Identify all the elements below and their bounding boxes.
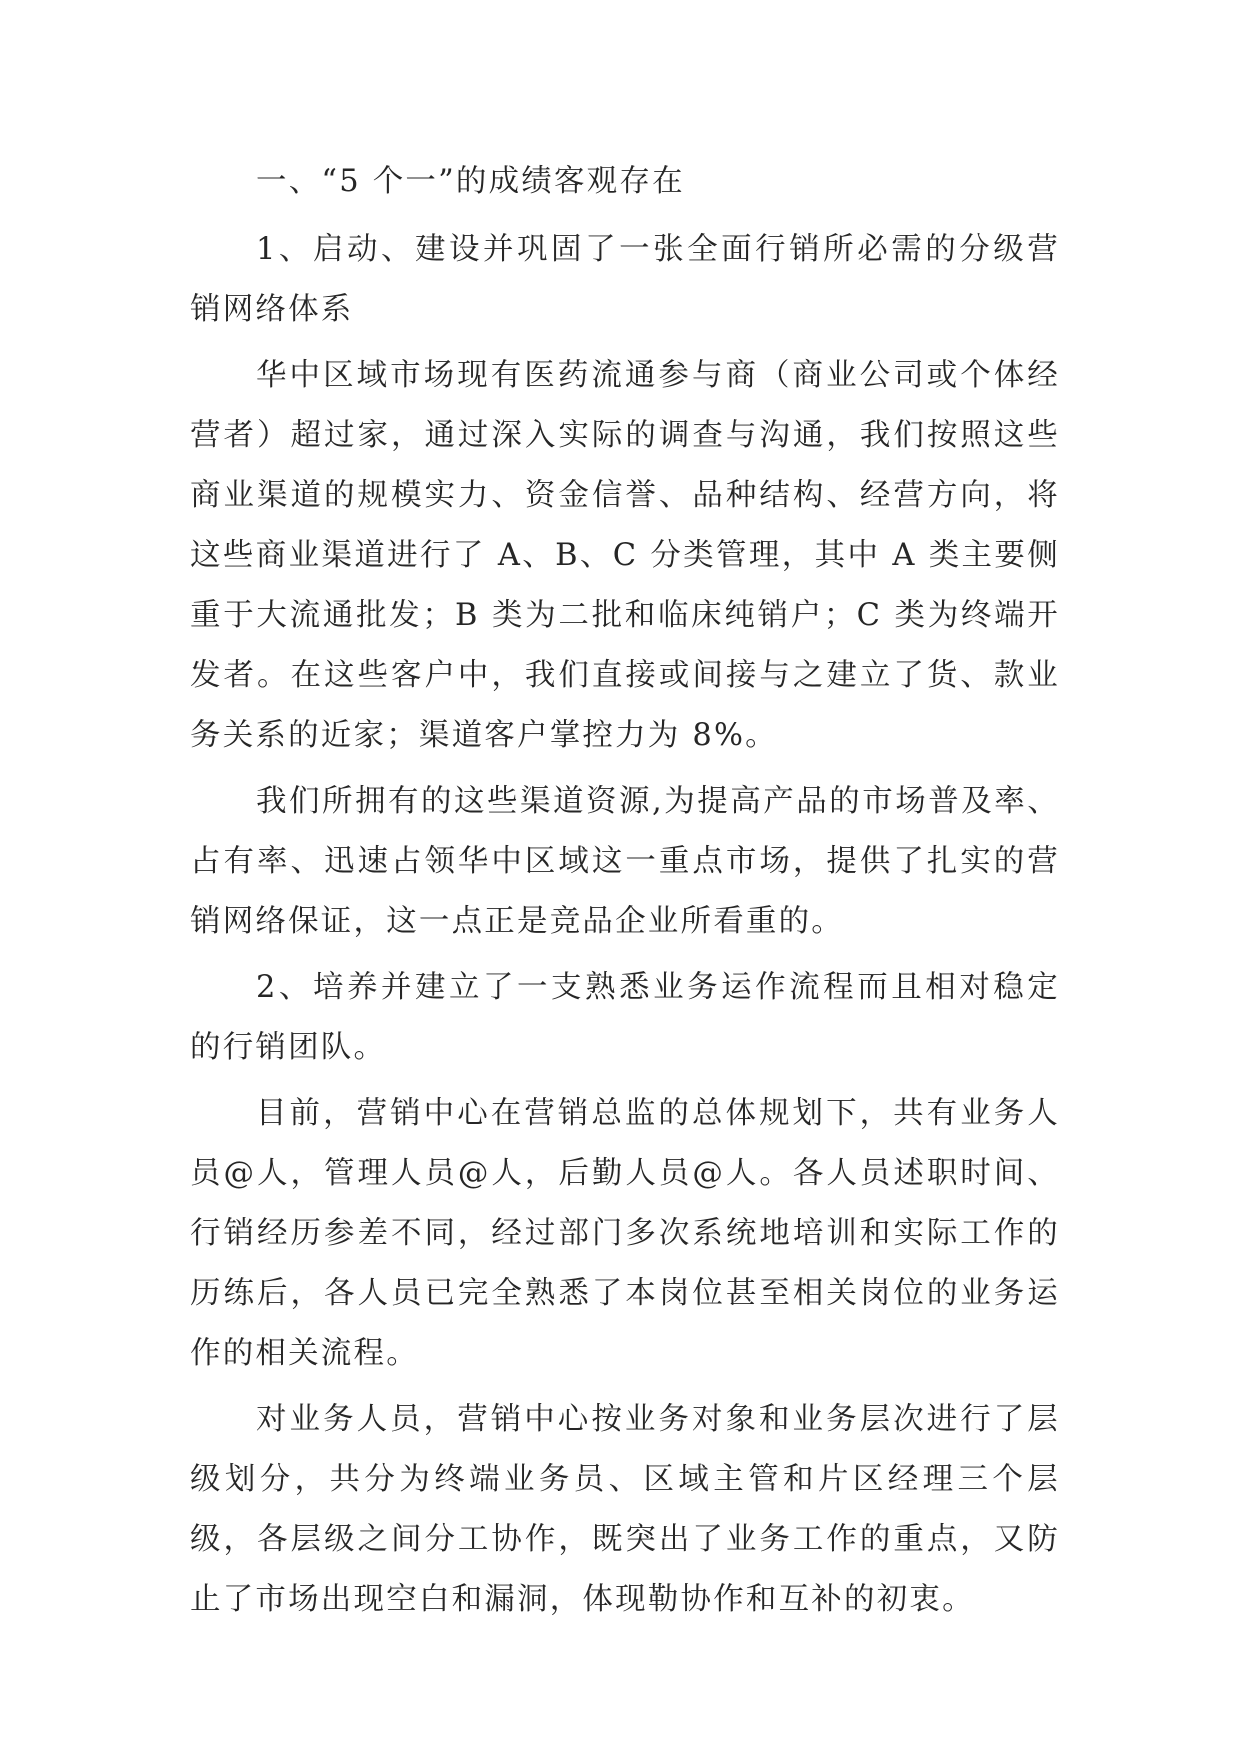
section-heading: 一、“5 个一”的成绩客观存在 (256, 164, 685, 199)
paragraph-subheading-2: 2、培养并建立了一支熟悉业务运作流程而且相对稳定的行销团队。 (190, 970, 1060, 1065)
paragraph-team-status: 目前，营销中心在营销总监的总体规划下，共有业务人员@人，管理人员@人，后勤人员@人。各人员述职时间、行销经历参差不同，经过部门多次系统地培训和实际工作的历练后，各人员已完全熟悉了本岗位甚至相关岗位的业务运作的相关流程。 (190, 1096, 1060, 1371)
paragraph-subheading-1: 1、启动、建设并巩固了一张全面行销所必需的分级营销网络体系 (190, 232, 1060, 327)
document-body (190, 152, 1060, 1636)
paragraph-channel-resources: 我们所拥有的这些渠道资源,为提高产品的市场普及率、占有率、迅速占领华中区域这一重点市场，提供了扎实的营销网络保证，这一点正是竞品企业所看重的。 (190, 784, 1060, 939)
paragraph-network-overview: 华中区域市场现有医药流通参与商（商业公司或个体经营者）超过家，通过深入实际的调查与沟通，我们按照这些商业渠道的规模实力、资金信誉、品种结构、经营方向，将这些商业渠道进行了 A、B、C 分类管理，其中 A 类主要侧重于大流通批发；B 类为二批和临床纯销户；C 类为终端开发者。在这些客户中，我们直接或间接与之建立了货、款业务关系的近家；渠道客户掌控力为 8%。 (190, 358, 1060, 753)
paragraph-team-structure: 对业务人员，营销中心按业务对象和业务层次进行了层级划分，共分为终端业务员、区域主管和片区经理三个层级，各层级之间分工协作，既突出了业务工作的重点，又防止了市场出现空白和漏洞，体现勒协作和互补的初衷。 (190, 1402, 1060, 1617)
